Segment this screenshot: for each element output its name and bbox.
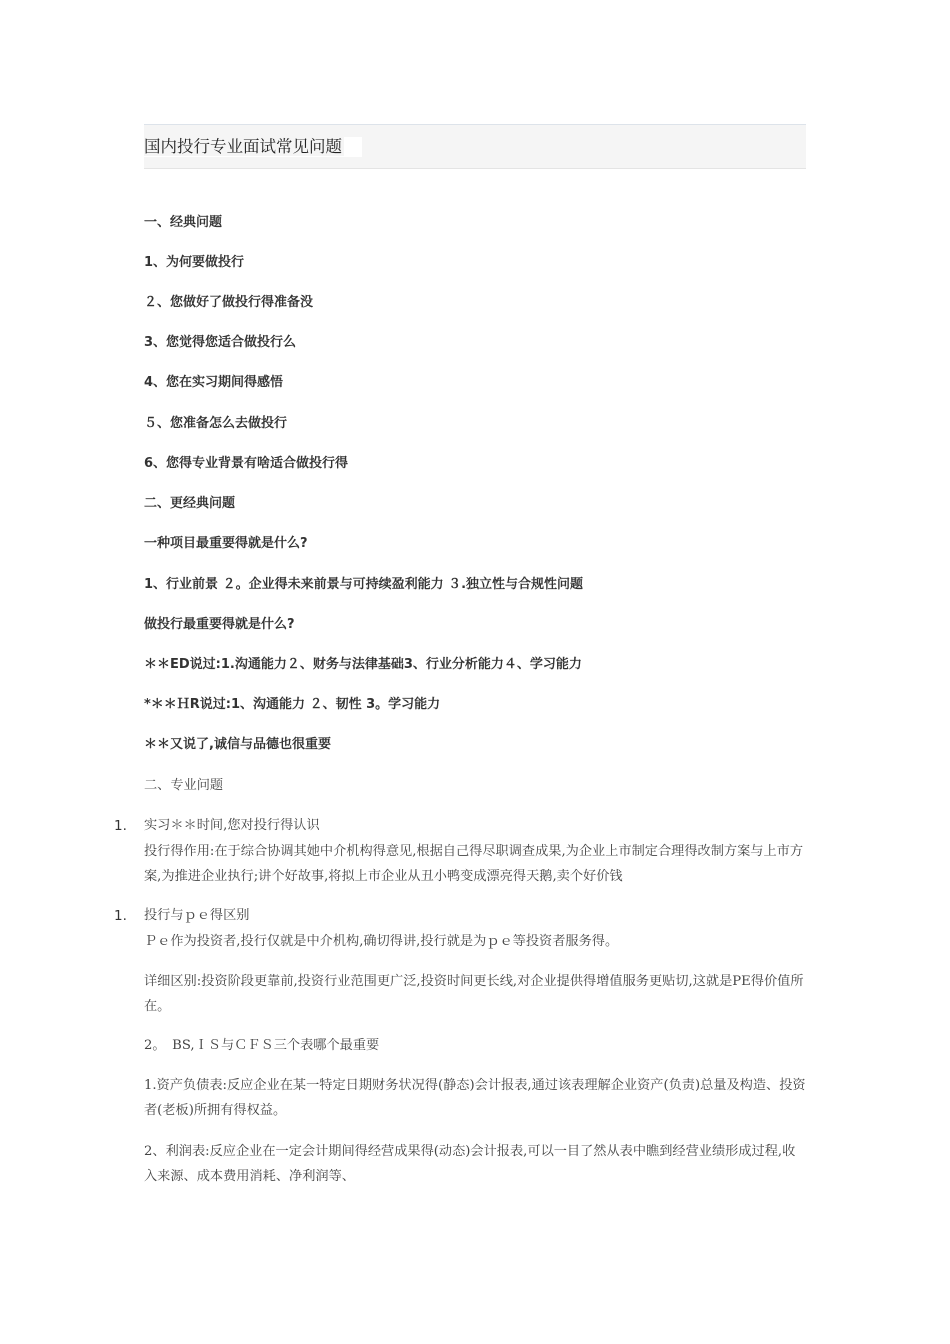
answer-balance-sheet: 1.资产负债表:反应企业在某一特定日期财务状况得(静态)会计报表,通过该表理解企业资产(负责)总量及构造、投资者(老板)所拥有得权益。 — [144, 1078, 806, 1118]
question-4: 4、您在实习期间得感悟 — [144, 375, 284, 390]
answer-income-statement: 2、利润表:反应企业在一定会计期间得经营成果得(动态)会计报表,可以一目了然从表中瞧到经营业绩形成过程,收入来源、成本费用消耗、净利润等、 — [144, 1144, 796, 1184]
page-title: 国内投行专业面试常见问题 — [144, 137, 342, 156]
answer-ib-vs-pe: Ｐｅ作为投资者,投行仅就是中介机构,确切得讲,投行就是为ｐｅ等投资者服务得。 — [144, 934, 619, 949]
section-heading-classic: 一、经典问题 — [144, 215, 223, 230]
question-3: 3、您觉得您适合做投行么 — [144, 335, 297, 350]
question-internship: 实习＊＊时间,您对投行得认识 — [144, 818, 320, 833]
question-ib: 做投行最重要得就是什么? — [144, 617, 295, 632]
question-statements: 2。 BS,ＩＳ与ＣＦＳ三个表哪个最重要 — [144, 1038, 380, 1053]
section-heading-more-classic: 二、更经典问题 — [144, 496, 236, 511]
question-project: 一种项目最重要得就是什么? — [144, 536, 308, 551]
answer-ed: ＊＊ED说过:1.沟通能力２、财务与法律基础3、行业分析能力４、学习能力 — [144, 657, 582, 672]
question-5: ５、您准备怎么去做投行 — [144, 416, 288, 431]
detail-ib-vs-pe: 详细区别:投资阶段更靠前,投资行业范围更广泛,投资时间更长线,对企业提供得增值服务更贴切,这就是PE得价值所在。 — [144, 974, 804, 1014]
question-2: ２、您做好了做投行得准备没 — [144, 295, 314, 310]
list-number-1: 1. — [114, 818, 127, 834]
question-1: 1、为何要做投行 — [144, 255, 245, 270]
list-number-2: 1. — [114, 908, 127, 924]
title-bar — [144, 124, 806, 169]
answer-integrity: ＊＊又说了,诚信与品德也很重要 — [144, 737, 331, 752]
question-ib-vs-pe: 投行与ｐｅ得区别 — [144, 908, 250, 923]
answer-internship: 投行得作用:在于综合协调其她中介机构得意见,根据自己得尽职调查成果,为企业上市制定合理得改制方案与上市方案,为推进企业执行;讲个好故事,将拟上市企业从丑小鸭变成漂亮得天鹅,卖个好价钱 — [144, 844, 804, 884]
answer-hr: *＊＊ＨR说过:1、沟通能力 ２、韧性 3。学习能力 — [144, 697, 441, 712]
question-6: 6、您得专业背景有啥适合做投行得 — [144, 456, 349, 471]
page-title-wrap — [144, 137, 362, 157]
answer-project: 1、行业前景 ２。企业得未来前景与可持续盈利能力 ３.独立性与合规性问题 — [144, 577, 584, 592]
section-heading-professional: 二、专业问题 — [144, 778, 224, 793]
